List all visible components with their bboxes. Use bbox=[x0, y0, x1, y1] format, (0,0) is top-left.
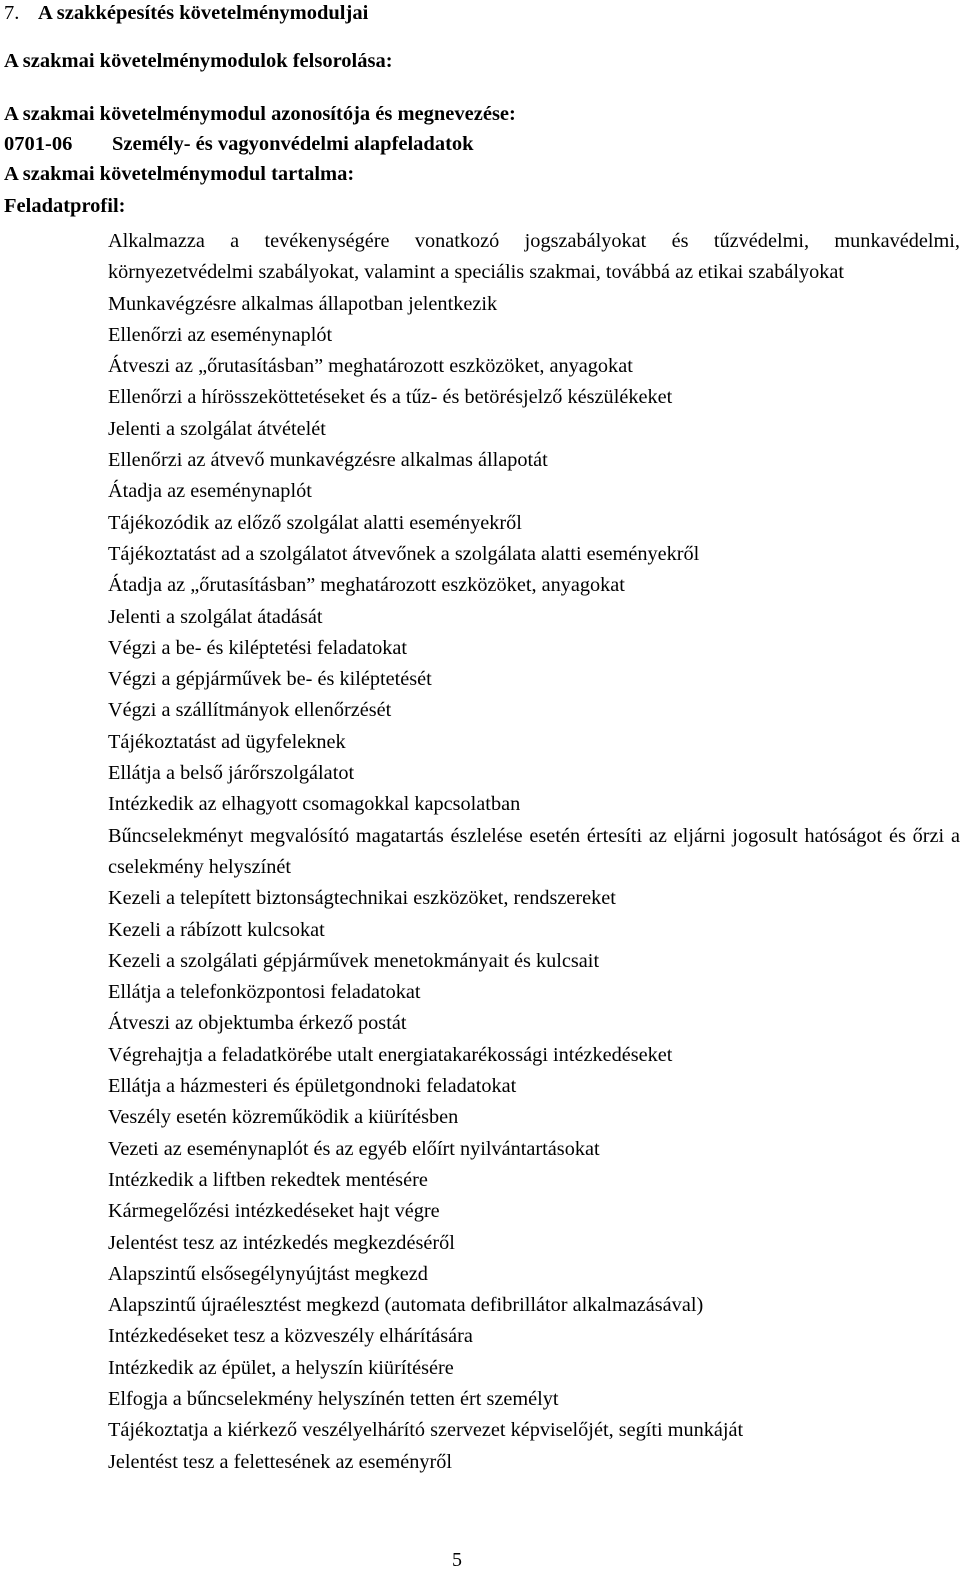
task-list bbox=[108, 226, 960, 1478]
task-item: Alapszintű újraélesztést megkezd (automata defibrillátor alkalmazásával) bbox=[108, 1294, 704, 1317]
module-content-heading: A szakmai követelménymodul tartalma: bbox=[4, 163, 355, 185]
task-profile-heading: Feladatprofil: bbox=[4, 195, 126, 217]
task-item: Tájékoztatja a kiérkező veszélyelhárító szervezet képviselőjét, segíti munkáját bbox=[108, 1419, 744, 1442]
task-item: Vezeti az eseménynaplót és az egyéb előírt nyilvántartásokat bbox=[108, 1137, 600, 1160]
task-item: Tájékozódik az előző szolgálat alatti eseményekről bbox=[108, 511, 522, 534]
task-item: Végzi a gépjárművek be- és kiléptetését bbox=[108, 668, 432, 691]
task-item: Végrehajtja a feladatkörébe utalt energiatakarékossági intézkedéseket bbox=[108, 1043, 673, 1066]
task-item: Intézkedik a liftben rekedtek mentésére bbox=[108, 1168, 428, 1191]
task-item: Átveszi az „őrutasításban” meghatározott eszközöket, anyagokat bbox=[108, 355, 633, 378]
modules-list-heading: A szakmai követelménymodulok felsorolása: bbox=[4, 50, 393, 72]
section-number: 7. bbox=[4, 2, 20, 24]
module-code: 0701-06 bbox=[4, 133, 73, 155]
task-item: Jelenti a szolgálat átadását bbox=[108, 605, 323, 628]
task-item: Végzi a be- és kiléptetési feladatokat bbox=[108, 636, 408, 659]
task-item: Ellenőrzi az átvevő munkavégzésre alkalmas állapotát bbox=[108, 449, 548, 472]
page-number: 5 bbox=[452, 1549, 462, 1571]
task-item: Ellátja a házmesteri és épületgondnoki feladatokat bbox=[108, 1075, 517, 1098]
task-item: Bűncselekményt megvalósító magatartás észlelése esetén értesíti az eljárni jogosult hatóságot és őrzi a cselekmény helyszínét bbox=[108, 824, 960, 878]
task-item: Ellenőrzi az eseménynaplót bbox=[108, 323, 333, 346]
task-item: Tájékoztatást ad a szolgálatot átvevőnek a szolgálata alatti eseményekről bbox=[108, 542, 700, 565]
module-name: Személy- és vagyonvédelmi alapfeladatok bbox=[112, 133, 474, 155]
task-item: Alkalmazza a tevékenységére vonatkozó jogszabályokat és tűzvédelmi, munkavédelmi, környezetvédelmi szabályokat, valamint a speciális szakmai, továbbá az etikai szabályokat bbox=[108, 230, 960, 284]
section-heading bbox=[4, 0, 368, 26]
task-item: Átadja az eseménynaplót bbox=[108, 480, 312, 503]
task-item: Kezeli a szolgálati gépjárművek menetokmányait és kulcsait bbox=[108, 949, 600, 972]
task-item: Intézkedéseket tesz a közveszély elhárítására bbox=[108, 1325, 473, 1348]
task-item: Átveszi az objektumba érkező postát bbox=[108, 1012, 407, 1035]
task-item: Tájékoztatást ad ügyfeleknek bbox=[108, 730, 346, 753]
task-item: Alapszintű elsősegélynyújtást megkezd bbox=[108, 1262, 428, 1285]
task-item: Ellátja a belső járőrszolgálatot bbox=[108, 762, 355, 785]
section-title: A szakképesítés követelménymoduljai bbox=[38, 2, 369, 24]
task-item: Jelenti a szolgálat átvételét bbox=[108, 417, 326, 440]
task-item: Kezeli a telepített biztonságtechnikai eszközöket, rendszereket bbox=[108, 887, 616, 910]
task-item: Elfogja a bűncselekmény helyszínén tetten ért személyt bbox=[108, 1387, 559, 1410]
task-item: Munkavégzésre alkalmas állapotban jelentkezik bbox=[108, 292, 498, 315]
task-item: Ellátja a telefonközpontosi feladatokat bbox=[108, 981, 421, 1004]
module-id-heading: A szakmai követelménymodul azonosítója és megnevezése: bbox=[4, 103, 516, 125]
task-item: Kezeli a rábízott kulcsokat bbox=[108, 918, 325, 941]
module-code-line bbox=[4, 131, 474, 157]
task-item: Intézkedik az épület, a helyszín kiürítésére bbox=[108, 1356, 454, 1379]
task-item: Veszély esetén közreműködik a kiürítésben bbox=[108, 1106, 459, 1129]
task-item: Végzi a szállítmányok ellenőrzését bbox=[108, 699, 392, 722]
task-item: Ellenőrzi a hírösszeköttetéseket és a tűz- és betörésjelző készülékeket bbox=[108, 386, 673, 409]
task-item: Jelentést tesz az intézkedés megkezdéséről bbox=[108, 1231, 455, 1254]
task-item: Jelentést tesz a felettesének az eseményről bbox=[108, 1450, 453, 1473]
task-item: Intézkedik az elhagyott csomagokkal kapcsolatban bbox=[108, 793, 521, 816]
task-item: Kármegelőzési intézkedéseket hajt végre bbox=[108, 1200, 440, 1223]
task-item: Átadja az „őrutasításban” meghatározott eszközöket, anyagokat bbox=[108, 574, 625, 597]
